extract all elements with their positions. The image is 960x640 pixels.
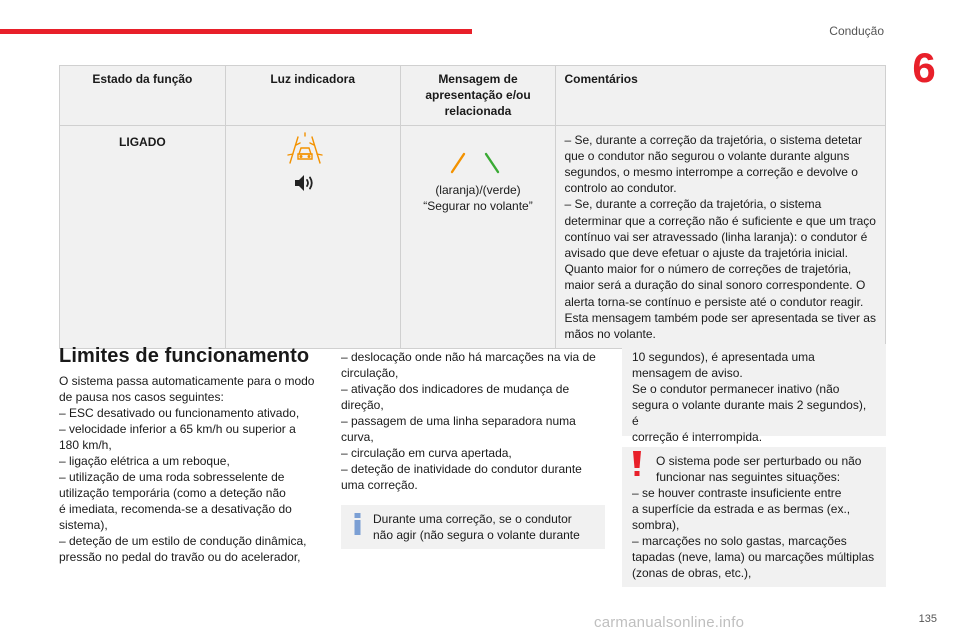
comment-line: – Se, durante a correção da trajetória, o sistema detetar — [564, 132, 862, 147]
chapter-number: 6 — [912, 44, 936, 91]
limits-column-2 — [341, 349, 605, 549]
text-line: – circulação em curva apertada, — [341, 446, 512, 460]
text-line: – ativação dos indicadores de mudança de — [341, 382, 570, 396]
text-line: é imediata, recomenda-se a desativação do — [59, 502, 292, 516]
text-line: uma correção. — [341, 478, 418, 492]
limits-column-3 — [622, 344, 886, 587]
indicator-cell — [225, 125, 400, 349]
text-line: a superfície da estrada e as bermas (ex., — [632, 502, 851, 516]
info-note — [341, 505, 605, 549]
header-state: Estado da função — [60, 66, 226, 126]
text-line: – ESC desativado ou funcionamento ativado, — [59, 406, 300, 420]
text-line: utilização temporária (como a deteção não — [59, 486, 286, 500]
comment-line: Quanto maior for o número de correções de trajetória, — [564, 262, 852, 277]
header-indicator: Luz indicadora — [225, 66, 400, 126]
text-line: – passagem de uma linha separadora numa — [341, 414, 576, 428]
text-line: sombra), — [632, 518, 680, 532]
text-line: correção é interrompida. — [632, 430, 763, 444]
watermark: carmanualsonline.info — [594, 614, 745, 631]
speaker-sound-icon — [294, 174, 316, 192]
text-line: – se houver contraste insuficiente entre — [632, 486, 842, 500]
lane-keep-assist-icon — [287, 132, 323, 166]
message-text — [401, 182, 556, 214]
comment-line: determinar que a correção não é suficiente e que um traço — [564, 213, 876, 228]
comment-line: alerta torna-se contínuo e persiste até o condutor reagir. — [564, 294, 864, 309]
message-label: “Segurar no volante” — [423, 198, 533, 213]
text-line: O sistema pode ser perturbado ou não — [656, 454, 862, 468]
text-line: – utilização de uma roda sobresselente de — [59, 470, 285, 484]
text-line: 180 km/h, — [59, 438, 112, 452]
page-number: 135 — [918, 613, 937, 625]
comment-line: contínuo vai ser atravessado (linha laranja): o condutor é — [564, 229, 868, 244]
text-line: não agir (não segura o volante durante — [373, 528, 580, 542]
text-line: (zonas de obras, etc.), — [632, 566, 752, 580]
comment-line: – Se, durante a correção da trajetória, o sistema — [564, 197, 822, 212]
text-line: curva, — [341, 430, 374, 444]
message-cell — [400, 125, 556, 349]
message-colors: (laranja)/(verde) — [435, 182, 521, 197]
text-line: mensagem de aviso. — [632, 366, 743, 380]
header-message: Mensagem de apresentação e/ou relacionada — [400, 66, 556, 126]
text-line: Durante uma correção, se o condutor — [373, 512, 572, 526]
info-icon — [350, 513, 365, 535]
function-table — [59, 65, 886, 349]
comment-line: mãos no volante. — [564, 327, 656, 342]
comment-line: Esta mensagem também pode ser apresentada se tiver as — [564, 310, 876, 325]
text-line: Se o condutor permanecer inativo (não — [632, 382, 840, 396]
text-line: – velocidade inferior a 65 km/h ou superior a — [59, 422, 296, 436]
table-row — [60, 125, 886, 349]
text-line: 10 segundos), é apresentada uma — [632, 350, 815, 364]
text-line: tapadas (neve, lama) ou marcações múltiplas — [632, 550, 875, 564]
limits-column-1 — [59, 345, 329, 565]
comment-line: segundos, o mesmo interrompe a correção e devolve o — [564, 165, 858, 180]
text-line: – marcações no solo gastas, marcações — [632, 534, 847, 548]
text-line: sistema), — [59, 518, 108, 532]
text-line: funcionar nas seguintes situações: — [656, 470, 841, 484]
text-line: – deslocação onde não há marcações na via de — [341, 350, 596, 364]
comment-line: que o condutor não segurou o volante durante alguns — [564, 148, 850, 163]
warning-note — [622, 447, 886, 587]
text-line: direção, — [341, 398, 384, 412]
text-line: de pausa nos casos seguintes: — [59, 390, 224, 404]
header-comments: Comentários — [556, 66, 886, 126]
text-line: O sistema passa automaticamente para o modo — [59, 374, 315, 388]
comment-line: maior será a duração do sinal sonoro correspondente. O — [564, 278, 866, 293]
comment-cell — [556, 125, 886, 349]
table-header-row — [60, 66, 886, 126]
text-line: segura o volante durante mais 2 segundos), é — [632, 398, 867, 428]
lane-lines-icon — [445, 146, 505, 174]
text-line: – ligação elétrica a um reboque, — [59, 454, 230, 468]
header-accent-bar — [0, 29, 472, 34]
info-note-continued — [622, 344, 886, 444]
state-cell: LIGADO — [60, 125, 226, 349]
text-line: circulação, — [341, 366, 399, 380]
text-line: – deteção de inatividade do condutor durante — [341, 462, 582, 476]
text-line: – deteção de um estilo de condução dinâmica, — [59, 534, 307, 548]
comment-line: controlo ao condutor. — [564, 181, 677, 196]
text-line: pressão no pedal do travão ou do acelerador, — [59, 550, 301, 564]
comment-line: avisado que deve efetuar o ajuste da trajetória inicial. — [564, 246, 848, 261]
limits-title: Limites de funcionamento — [59, 345, 310, 367]
warning-icon — [630, 451, 644, 477]
section-title: Condução — [829, 24, 884, 38]
